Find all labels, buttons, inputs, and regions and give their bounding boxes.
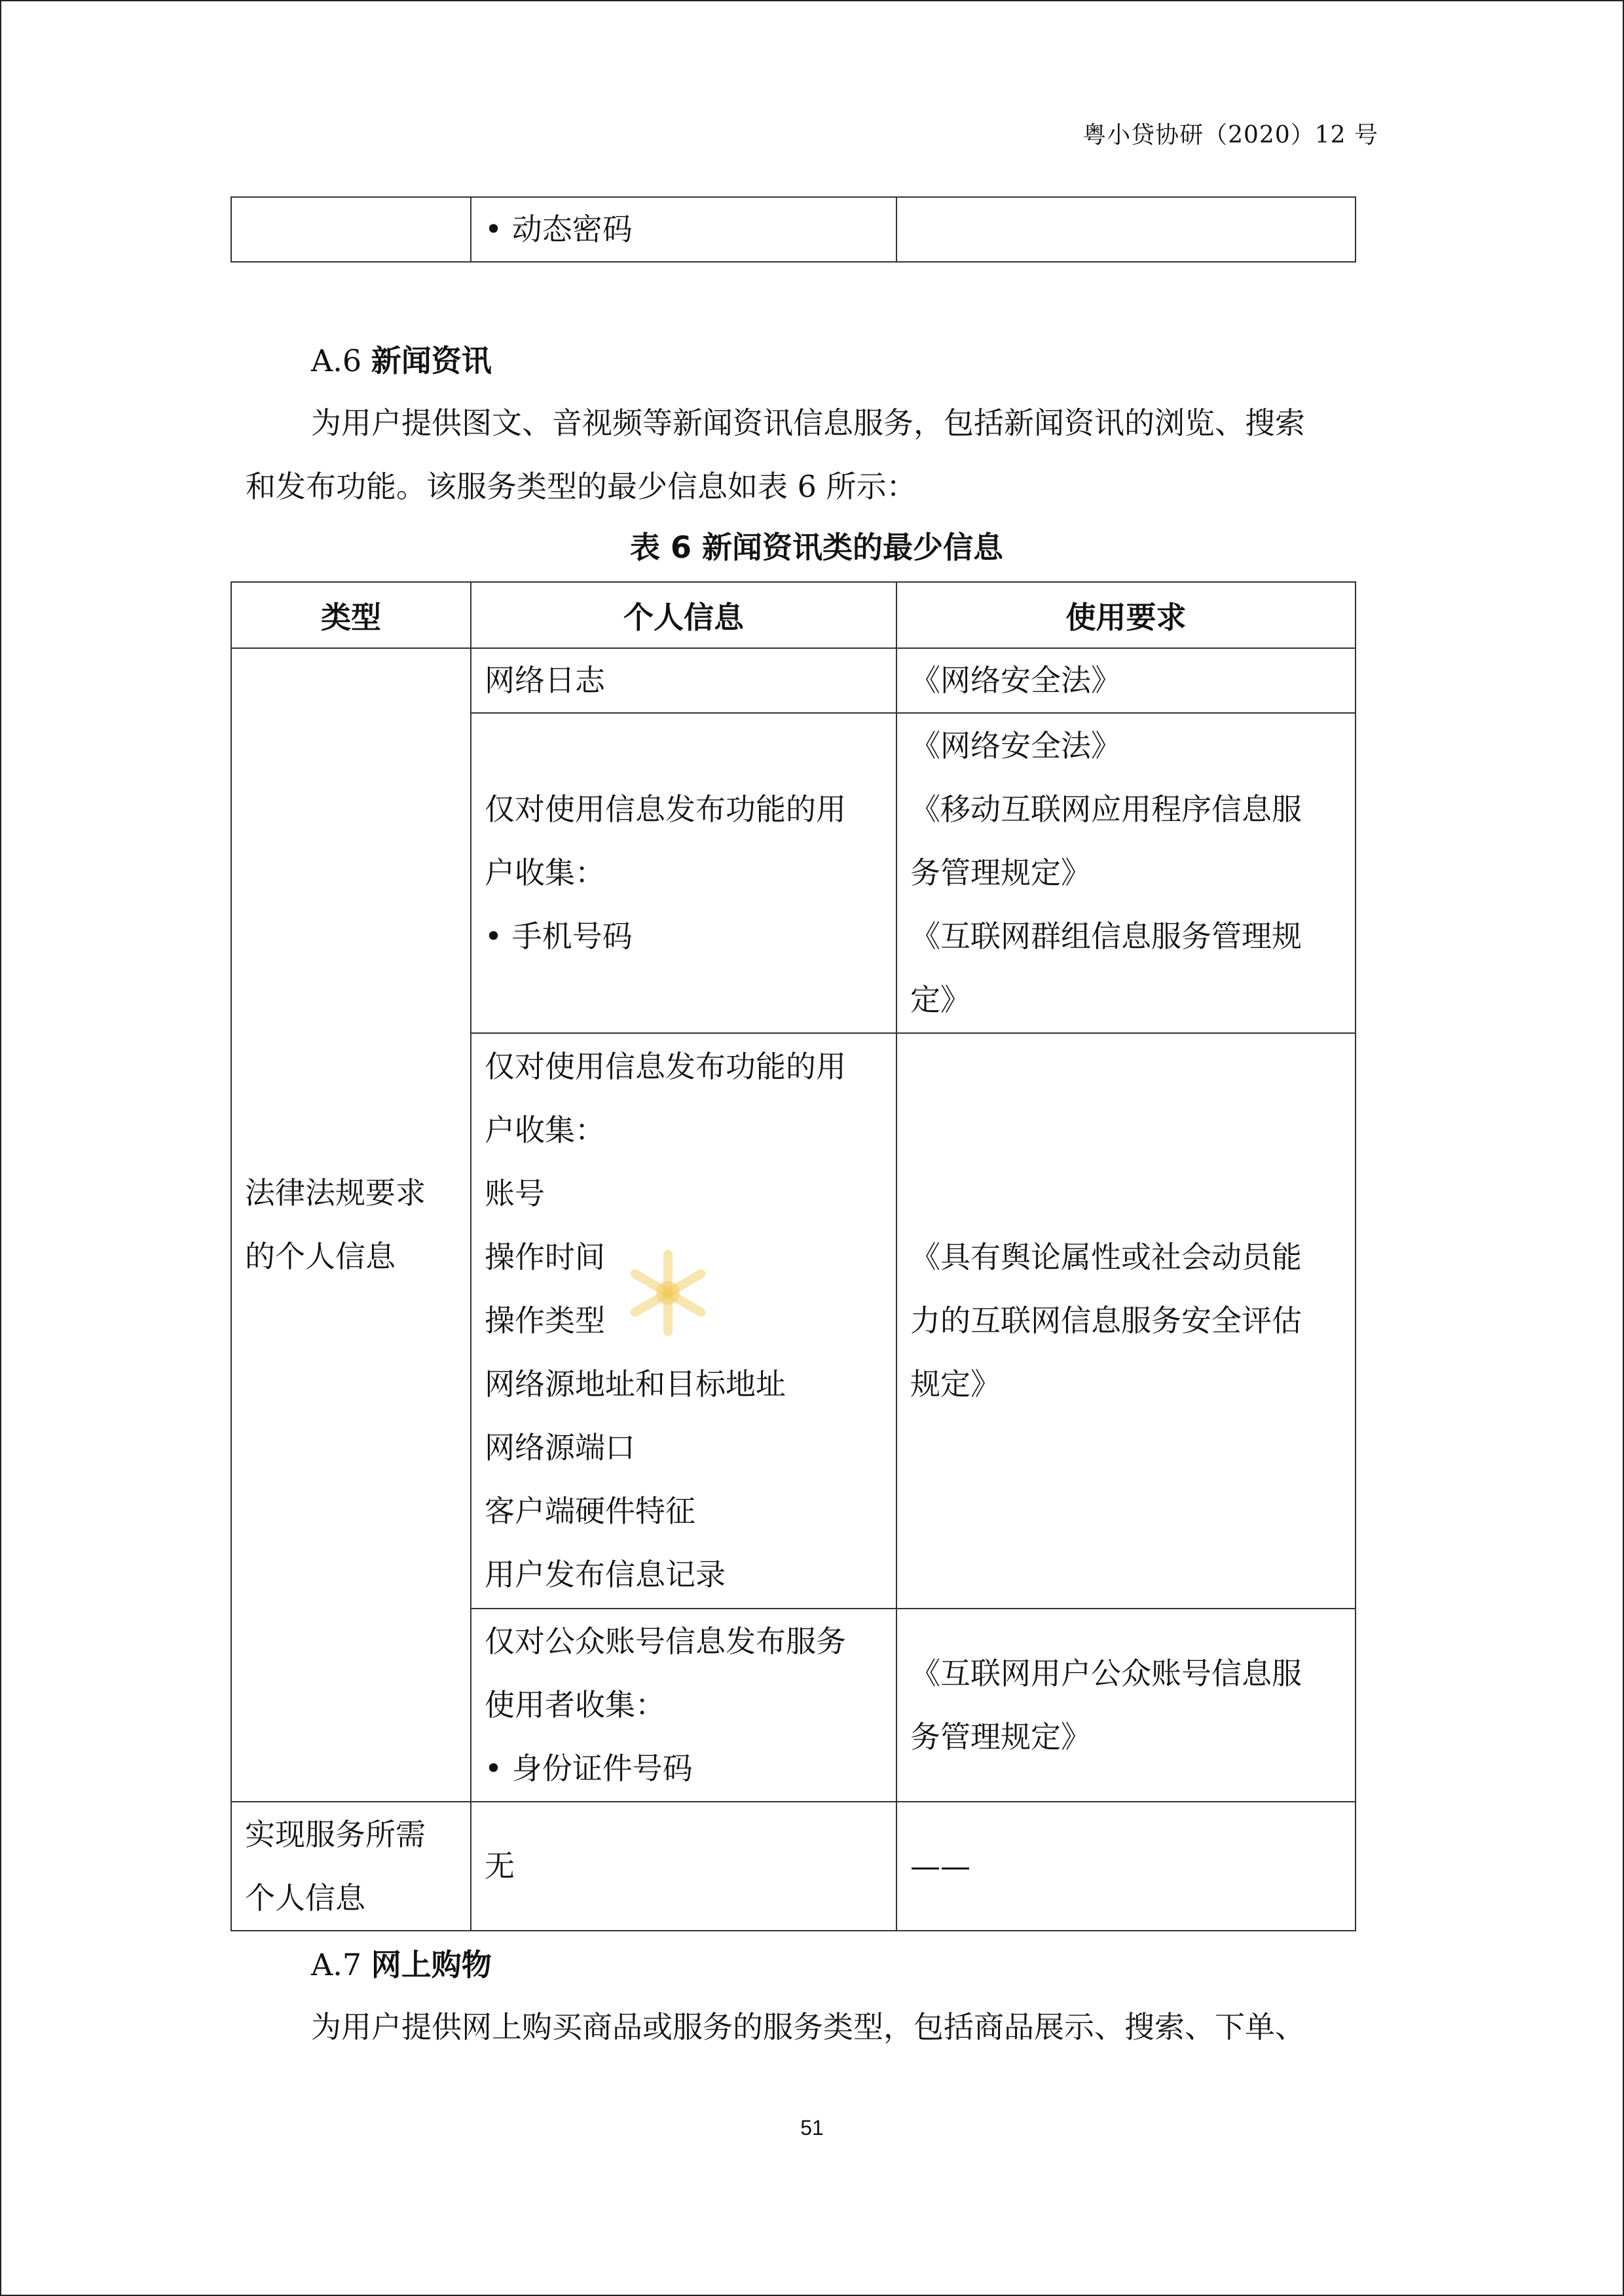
cell-line: 仅对公众账号信息发布服务 (485, 1624, 846, 1659)
cell-line: 《网络安全法》 (910, 728, 1121, 763)
section-heading-a6 (311, 337, 492, 380)
cell-line: 操作类型 (485, 1303, 605, 1338)
table-row (231, 1802, 1356, 1931)
type-cell (231, 648, 471, 1802)
cell-line: 规定》 (910, 1366, 1001, 1402)
paragraph-line: 和发布功能。该服务类型的最少信息如表 6 所示： (246, 469, 917, 504)
cell-line: 务管理规定》 (910, 1719, 1091, 1755)
info-cell (471, 648, 896, 713)
cell-line: 用户发布信息记录 (485, 1557, 726, 1592)
cell-line: 个人信息 (245, 1880, 365, 1916)
cell-line: 网络日志 (485, 663, 605, 698)
requirement-cell (896, 713, 1356, 1033)
cell-line: 网络源地址和目标地址 (485, 1366, 786, 1402)
cell-line: 力的互联网信息服务安全评估 (910, 1303, 1302, 1338)
cell-line: 《互联网群组信息服务管理规 (910, 919, 1302, 954)
cell-line: 无 (485, 1848, 515, 1884)
cell-line: 操作时间 (485, 1239, 605, 1275)
cell-line: 客户端硬件特征 (485, 1493, 695, 1529)
cell-line: 户收集： (485, 855, 605, 890)
table-cell (896, 197, 1356, 262)
info-cell (471, 713, 896, 1033)
cell-line: 《互联网用户公众账号信息服 (910, 1655, 1302, 1691)
section-a7-paragraph (246, 1995, 1372, 2059)
cell-line: 务管理规定》 (910, 855, 1091, 890)
requirement-cell (896, 1033, 1356, 1609)
cell-line: 《移动互联网应用程序信息服 (910, 792, 1302, 827)
requirement-cell (896, 648, 1356, 713)
paragraph-line: 为用户提供网上购买商品或服务的服务类型，包括商品展示、搜索、下单、 (311, 2009, 1305, 2045)
continued-table (231, 196, 1356, 263)
requirement-cell (896, 1802, 1356, 1931)
cell-line: 仅对使用信息发布功能的用 (485, 1049, 846, 1084)
column-header: 个人信息 (471, 582, 896, 648)
section-title: 新闻资讯 (371, 343, 492, 378)
column-header: 使用要求 (896, 582, 1356, 648)
cell-line: 实现服务所需 (245, 1816, 426, 1852)
cell-line: 的个人信息 (245, 1239, 396, 1274)
requirement-cell (896, 1609, 1356, 1802)
table-row (231, 197, 1356, 262)
cell-line: 《网络安全法》 (910, 663, 1121, 698)
snowflake-logo-icon (622, 1247, 714, 1339)
table-cell (231, 197, 471, 262)
cell-line: 仅对使用信息发布功能的用 (485, 792, 846, 827)
table-6 (231, 581, 1356, 1931)
section-number: A.6 (311, 343, 362, 378)
info-cell (471, 1802, 896, 1931)
cell-line: 《具有舆论属性或社会动员能 (910, 1239, 1302, 1275)
cell-line: —— (910, 1848, 970, 1884)
table-cell: • 动态密码 (471, 197, 896, 262)
cell-line: • 身份证件号码 (485, 1751, 693, 1786)
section-heading-a7 (311, 1941, 492, 1984)
section-title: 网上购物 (371, 1947, 492, 1982)
paragraph-line: 为用户提供图文、音视频等新闻资讯信息服务，包括新闻资讯的浏览、搜索 (311, 405, 1305, 441)
section-number: A.7 (311, 1947, 362, 1982)
cell-line: • 手机号码 (485, 919, 633, 954)
info-cell (471, 1609, 896, 1802)
cell-line: 户收集： (485, 1112, 605, 1148)
table-row (231, 648, 1356, 713)
page-number: 51 (800, 2116, 824, 2140)
table-caption: 表 6 新闻资讯类的最少信息 (629, 530, 1004, 565)
section-a6-paragraph (246, 392, 1372, 519)
cell-line: 定》 (910, 982, 970, 1017)
table-header-row (231, 582, 1356, 648)
cell-line: 法律法规要求 (245, 1175, 426, 1211)
cell-line: 使用者收集： (485, 1687, 665, 1722)
column-header: 类型 (231, 582, 471, 648)
type-cell (231, 1802, 471, 1931)
cell-line: 账号 (485, 1176, 545, 1211)
cell-line: 网络源端口 (485, 1430, 635, 1465)
document-number: 粤小贷协研（2020）12 号 (1082, 122, 1378, 149)
